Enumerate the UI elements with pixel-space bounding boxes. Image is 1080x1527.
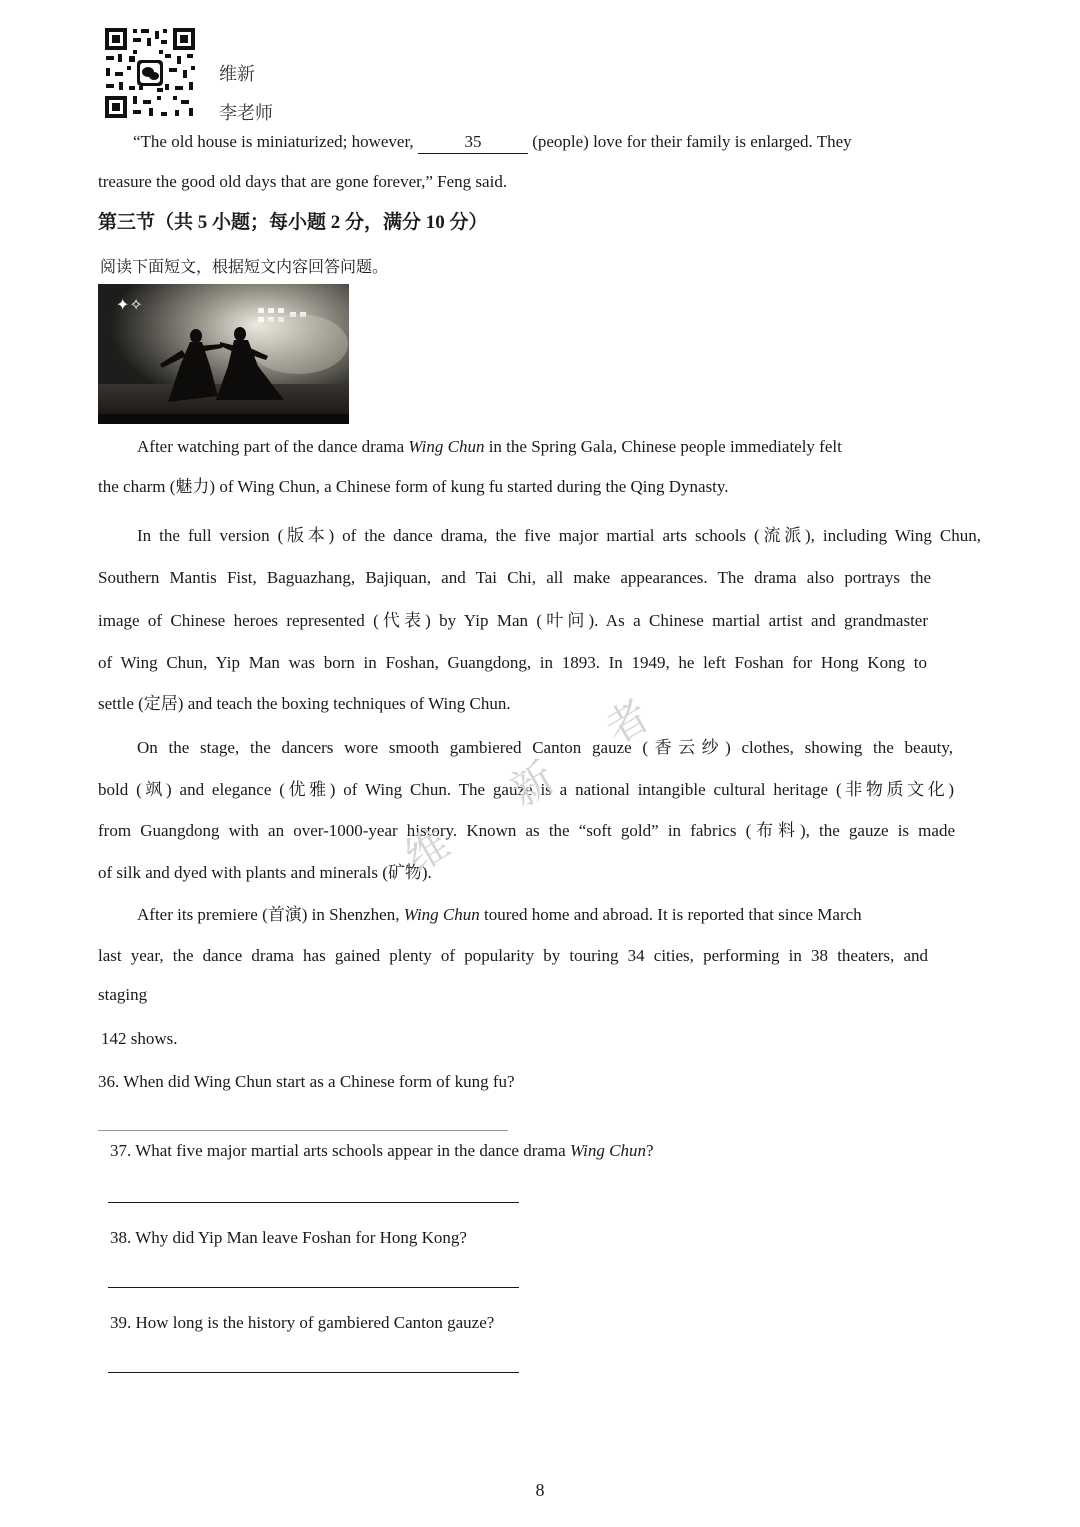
- passage-p4-line-2: last year, the dance drama has gained plenty of popularity by touring 34 cities, performing in 38 theaters, and: [98, 946, 928, 965]
- prev-passage-line-1: “The old house is miniaturized; however, 35 (people) love for their family is enlarged. They: [133, 131, 852, 154]
- prev-passage-line-2: treasure the good old days that are gone forever,” Feng said.: [98, 172, 508, 191]
- passage-p3-line-3: from Guangdong with an over-1000-year history. Known as the “soft gold” in fabrics (布料), the gauze is made: [98, 821, 955, 840]
- dance-drama-photo: [98, 284, 349, 424]
- passage-p2-line-4: of Wing Chun, Yip Man was born in Foshan, Guangdong, in 1893. In 1949, he left Foshan for Hong Kong to: [98, 653, 927, 672]
- watermark-char-1: 维: [396, 818, 458, 882]
- qr-code: [103, 26, 197, 120]
- passage-p3-line-2: bold (飒) and elegance (优雅) of Wing Chun. The gauze is a national intangible cultural heritage (非物质文化): [98, 780, 954, 799]
- question-36: 36. When did Wing Chun start as a Chinese form of kung fu?: [98, 1072, 515, 1091]
- answer-line-37[interactable]: [108, 1202, 519, 1203]
- answer-line-38[interactable]: [108, 1287, 519, 1288]
- question-37: 37. What five major martial arts schools appear in the dance drama Wing Chun?: [110, 1141, 654, 1160]
- watermark-char-3: 者: [596, 690, 658, 754]
- passage-p4-line-4: 142 shows.: [101, 1029, 178, 1048]
- answer-line-39[interactable]: [108, 1372, 519, 1373]
- page-number: 8: [535, 1480, 545, 1500]
- question-39: 39. How long is the history of gambiered Canton gauze?: [110, 1313, 495, 1332]
- section-title: 第三节（共 5 小题；每小题 2 分，满分 10 分）: [98, 212, 488, 233]
- passage-p3-line-1: On the stage, the dancers wore smooth gambiered Canton gauze (香云纱) clothes, showing the beauty,: [137, 738, 953, 757]
- brand-name: 维新: [219, 64, 255, 85]
- blank-35: 35: [418, 131, 528, 154]
- section-instruction: 阅读下面短文，根据短文内容回答问题。: [100, 257, 389, 276]
- passage-p4-line-1: After its premiere (首演) in Shenzhen, Wing Chun toured home and abroad. It is reported that since March: [137, 905, 862, 924]
- passage-p2-line-2: Southern Mantis Fist, Baguazhang, Bajiquan, and Tai Chi, all make appearances. The drama also portrays the: [98, 568, 931, 587]
- passage-p1-line-2: the charm (魅力) of Wing Chun, a Chinese form of kung fu started during the Qing Dynasty.: [98, 477, 729, 496]
- passage-p2-line-5: settle (定居) and teach the boxing techniques of Wing Chun.: [98, 694, 511, 713]
- answer-line-36[interactable]: [98, 1130, 508, 1131]
- passage-p2-line-1: In the full version (版本) of the dance drama, the five major martial arts schools (流派), including Wing Chun,: [137, 526, 981, 545]
- passage-p2-line-3: image of Chinese heroes represented (代表) by Yip Man (叶问). As a Chinese martial artist and grandmaster: [98, 611, 928, 630]
- question-38: 38. Why did Yip Man leave Foshan for Hong Kong?: [110, 1228, 467, 1247]
- passage-p1-line-1: After watching part of the dance drama Wing Chun in the Spring Gala, Chinese people immediately felt: [137, 437, 842, 456]
- brand-teacher: 李老师: [219, 103, 273, 124]
- svg-text:✦✧: ✦✧: [116, 295, 143, 314]
- watermark-char-2: 新: [501, 752, 563, 816]
- passage-p4-line-3: staging: [98, 985, 148, 1004]
- passage-p3-line-4: of silk and dyed with plants and minerals (矿物).: [98, 863, 432, 882]
